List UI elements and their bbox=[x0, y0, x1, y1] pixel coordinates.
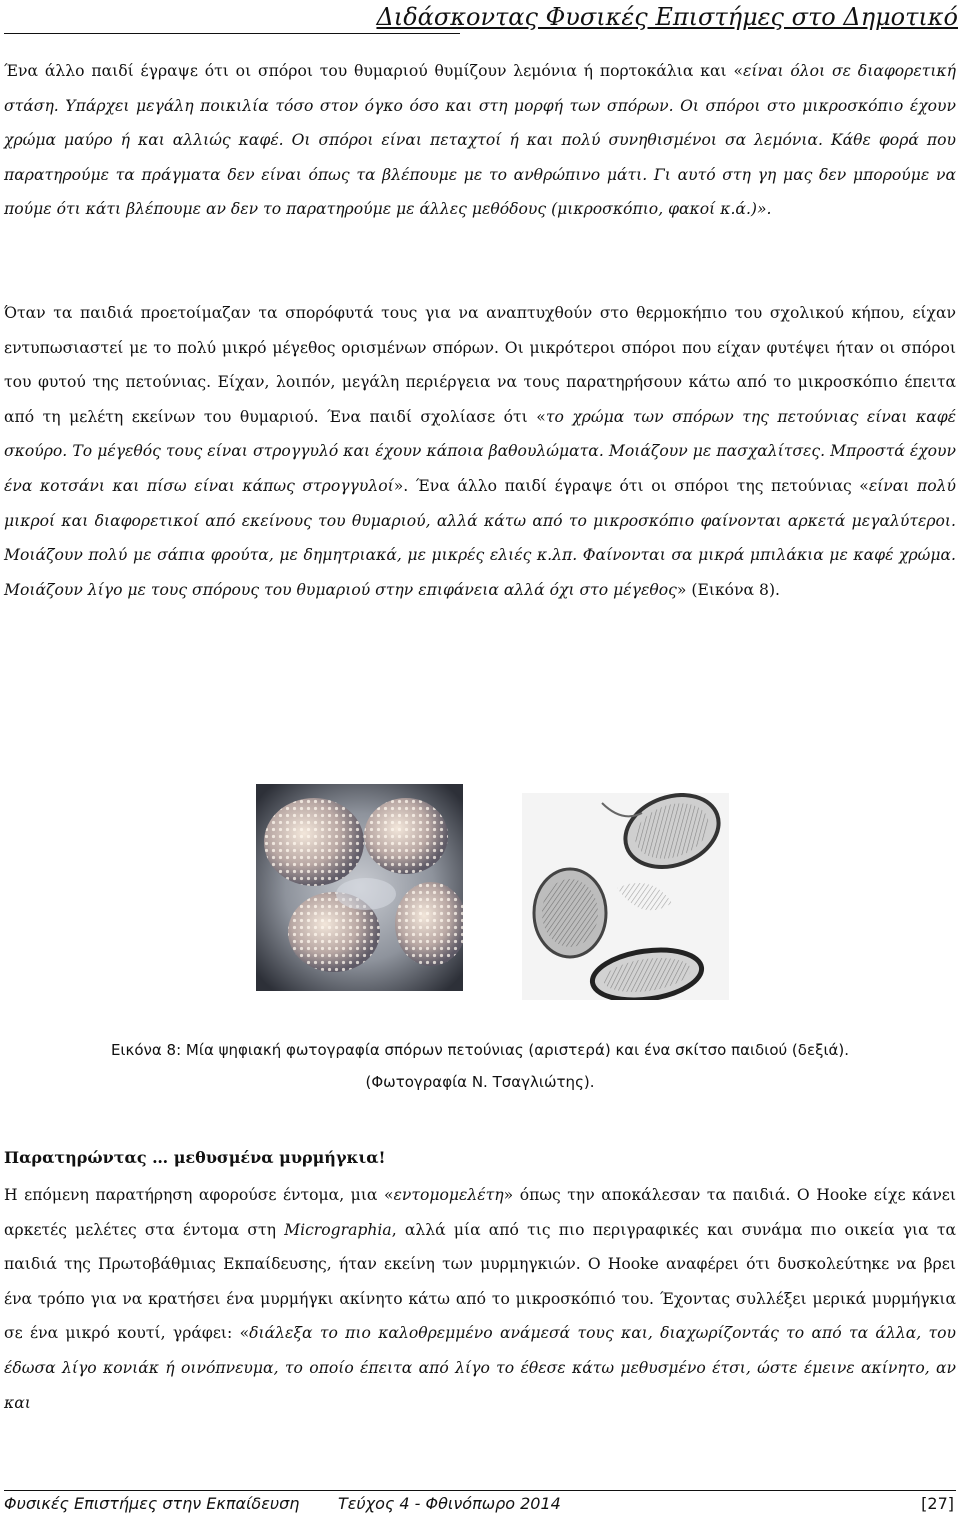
para3-f: διάλεξα το πιο καλοθρεμμένο ανάμεσά τους και, διαχωρίζοντάς το από τα άλλα, του έδωσα λίγο κονιάκ ή οινόπνευμα, το οποίο έπειτα από λίγο το έθεσε κάτω μεθυσμένο έτσι, ώστε έμεινε ακίνητο, αν και bbox=[4, 1324, 956, 1412]
para3-a: Η επόμενη παρατήρηση αφορούσε έντομα, μια « bbox=[4, 1186, 394, 1204]
para2-e: » (Εικόνα 8). bbox=[676, 580, 781, 599]
petunia-seed-photo bbox=[256, 784, 463, 991]
para1-text: Ένα άλλο παιδί έγραψε ότι οι σπόροι του θυμαριού θυμίζουν λεμόνια ή πορτοκάλια και « bbox=[4, 62, 743, 80]
header-rule bbox=[4, 33, 460, 34]
para2-b: το χρώμα των σπόρων της πετούνιας είναι καφέ σκούρο. Το μέγεθός τους είναι στρογγυλό και έχουν κάποια βαθουλώματα. Μοιάζουν με πασχαλίτσες. Μπροστά έχουν ένα κοτσάνι και πίσω είναι κάπως στρογγυλοί bbox=[4, 407, 957, 495]
footer-rule bbox=[4, 1490, 956, 1491]
para3-d: Micrographia bbox=[284, 1220, 392, 1239]
para3-e: , αλλά μία από τις πιο περιγραφικές και συνάμα πιο οικεία για τα παιδιά της Πρωτοβάθμιας Εκπαίδευσης, ήταν εκείνη των μυρμηγκιών. Ο Hooke αναφέρει ότι δυσκολεύτηκε να βρει ένα τρόπο για να κρατήσει ένα μυρμήγκι ακίνητο κάτω από το μικροσκόπιό του. Έχοντας συλλέξει μερικά μυρμήγκια σε ένα μικρό κουτί, γράφει: « bbox=[4, 1220, 956, 1343]
para2-a: Όταν τα παιδιά προετοίμαζαν τα σπορόφυτά τους για να αναπτυχθούν στο θερμοκήπιο του σχολικού κήπου, είχαν εντυπωσιαστεί με το πολύ μικρό μέγεθος ορισμένων σπόρων. Οι μικρότεροι σπόροι που είχαν φυτέψει ήταν οι σπόροι του φυτού της πετούνιας. Είχαν, λοιπόν, μεγάλη περιέργεια να τους παρατηρήσουν κάτω από το μικροσκόπιο έπειτα από τη μελέτη εκείνων του θυμαριού. Ένα παιδί σχολίασε ότι « bbox=[4, 304, 956, 426]
page-footer bbox=[0, 1490, 960, 1518]
page-number: [27] bbox=[921, 1494, 954, 1513]
sketch-seed-left bbox=[534, 869, 606, 957]
para2-c: ». Ένα άλλο παιδί έγραψε ότι οι σπόροι της πετούνιας « bbox=[393, 476, 869, 495]
para3-b: εντομομελέτη bbox=[393, 1186, 504, 1204]
para1-quote: είναι όλοι σε διαφορετική στάση. Υπάρχει μεγάλη ποικιλία τόσο στον όγκο όσο και στη μορφή των σπόρων. Οι σπόροι στο μικροσκόπιο έχουν χρώμα μαύρο ή και αλλιώς καφέ. Οι σπόροι είναι πεταχτοί ή και πολύ συνηθισμένοι σα λεμόνια. Κάθε φορά που παρατηρούμε τα πράγματα δεν είναι όπως τα βλέπουμε με το ανθρώπινο μάτι. Γι αυτό στη γη μας δεν μπορούμε να πούμε ότι κάτι βλέπουμε αν δεν το παρατηρούμε με άλλες μεθόδους (μικροσκόπιο, φακοί κ.ά.)». bbox=[4, 62, 956, 219]
running-title: Διδάσκοντας Φυσικές Επιστήμες στο Δημοτικό bbox=[376, 3, 958, 31]
journal-name: Φυσικές Επιστήμες στην Εκπαίδευση bbox=[4, 1494, 300, 1513]
paragraph-ants bbox=[4, 1178, 956, 1420]
para2-d: είναι πολύ μικροί και διαφορετικοί από εκείνους του θυμαριού, αλλά κάτω από το μικροσκόπιο φαίνονται αρκετά μεγαλύτεροι. Μοιάζουν πολύ με σάπια φρούτα, με δημητριακά, με μικρές ελιές κ.λπ. Φαίνονται σα μικρά μπιλάκια με καφέ χρώμα. Μοιάζουν λίγο με τους σπόρους του θυμαριού στην επιφάνεια αλλά όχι στο μέγεθος bbox=[4, 476, 956, 599]
paragraph-thyme-seeds bbox=[4, 54, 956, 227]
paragraph-petunia-seeds bbox=[4, 296, 956, 607]
para3-c: » όπως την αποκάλεσαν τα παιδιά. Ο Hooke είχε κάνει αρκετές μελέτες στα έντομα στη bbox=[4, 1186, 956, 1239]
issue-info: Τεύχος 4 - Φθινόπωρο 2014 bbox=[338, 1494, 561, 1513]
child-sketch bbox=[522, 793, 729, 1000]
page-header bbox=[0, 0, 960, 40]
figure-caption: Εικόνα 8: Μία ψηφιακή φωτογραφία σπόρων πετούνιας (αριστερά) και ένα σκίτσο παιδιού (δεξιά). bbox=[110, 1041, 850, 1059]
section-heading: Παρατηρώντας … μεθυσμένα μυρμήγκια! bbox=[4, 1148, 386, 1167]
seed-1 bbox=[264, 798, 364, 886]
figure-credit: (Φωτογραφία Ν. Τσαγλιώτης). bbox=[365, 1073, 595, 1091]
seed-2 bbox=[364, 798, 448, 874]
